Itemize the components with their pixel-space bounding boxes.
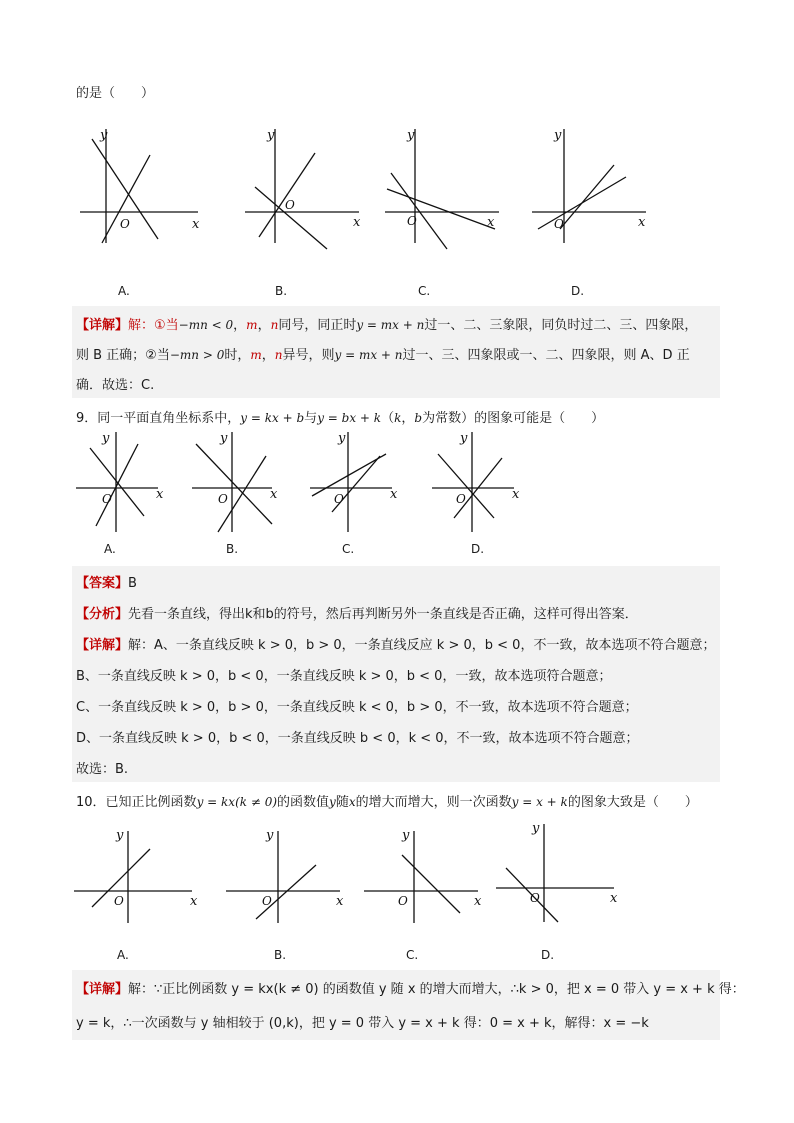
svg-text:O: O (398, 894, 408, 908)
svg-text:y: y (267, 128, 275, 143)
svg-text:x: x (156, 487, 164, 502)
svg-text:O: O (530, 891, 540, 905)
q8-option-a-label: A. (118, 284, 130, 298)
q8-option-c-label: C. (418, 284, 431, 298)
q9-graph-b (192, 428, 292, 533)
q8-graph-c (385, 125, 515, 255)
q9-option-d-label: D. (471, 542, 485, 556)
q9-answer: 【答案】B (76, 576, 137, 591)
svg-text:y: y (102, 431, 110, 446)
q9-stem: 9．同一平面直角坐标系中，y = kx + b与y = bx + k（k，b为常数）的图象可能是（ ） (76, 411, 605, 426)
q9-option-b-label: B. (226, 542, 239, 556)
svg-text:O: O (262, 894, 272, 908)
q10-graph-c (364, 825, 494, 925)
q8-detail-line-3: 确．故选：C. (76, 378, 155, 393)
q10-stem: 10．已知正比例函数y = kx(k ≠ 0)的函数值y随x的增大而增大，则一次函数y = x + k的图象大致是（ ） (76, 795, 698, 810)
q10-graph-d (496, 818, 626, 928)
q8-stem-tail: 的是（ ） (76, 86, 155, 101)
svg-text:y: y (220, 431, 228, 446)
svg-text:O: O (407, 214, 417, 228)
q9-option-a-label: A. (104, 542, 116, 556)
q9-detail-line-5: 故选：B. (76, 762, 129, 777)
svg-text:O: O (114, 894, 124, 908)
svg-text:y: y (116, 828, 124, 843)
q9-graph-c (310, 428, 410, 533)
q9-detail-line-2: B、一条直线反映 k > 0，b < 0，一条直线反映 k > 0，b < 0，一致，故本选项符合题意； (76, 669, 612, 684)
svg-text:x: x (512, 487, 520, 502)
q9-graph-d (432, 428, 532, 533)
q9-detail-line-4: D、一条直线反映 k > 0，b < 0，一条直线反映 b < 0，k < 0，不一致，故本选项不符合题意； (76, 731, 639, 746)
q8-option-b-label: B. (275, 284, 288, 298)
svg-text:y: y (554, 128, 562, 143)
svg-text:O: O (102, 492, 112, 506)
svg-text:O: O (218, 492, 228, 506)
q8-option-d-label: D. (571, 284, 585, 298)
svg-text:y: y (460, 431, 468, 446)
svg-text:x: x (610, 891, 618, 906)
svg-text:x: x (192, 217, 200, 232)
svg-text:O: O (334, 492, 344, 506)
q9-option-c-label: C. (342, 542, 355, 556)
svg-text:O: O (285, 198, 295, 212)
svg-text:O: O (120, 217, 130, 231)
svg-text:O: O (554, 217, 564, 231)
q10-option-a-label: A. (117, 948, 129, 962)
q8-detail-line-1: 【详解】解：①当−mn < 0，m，n同号，同正时y = mx + n过一、二、三象限，同负时过二、三、四象限， (76, 318, 698, 333)
svg-text:y: y (266, 828, 274, 843)
q8-detail-line-2: 则 B 正确；②当−mn > 0时，m，n异号，则y = mx + n过一、三、四象限或一、二、四象限，则 A、D 正 (76, 348, 690, 363)
q10-detail-line-2: y = k，∴一次函数与 y 轴相较于 (0,k)，把 y = 0 带入 y = x + k 得：0 = x + k，解得：x = −k (76, 1016, 649, 1031)
q9-graph-a (76, 428, 176, 533)
q10-graph-a (74, 825, 204, 925)
svg-text:y: y (407, 128, 415, 143)
svg-text:O: O (456, 492, 466, 506)
svg-text:x: x (190, 894, 198, 909)
svg-text:y: y (100, 128, 108, 143)
svg-text:x: x (487, 215, 495, 230)
q9-detail-line-3: C、一条直线反映 k > 0，b > 0，一条直线反映 k < 0，b > 0，不一致，故本选项不符合题意； (76, 700, 638, 715)
q8-graph-d (532, 125, 662, 255)
q10-graph-b (226, 825, 356, 925)
svg-text:x: x (638, 215, 646, 230)
q9-analysis: 【分析】先看一条直线，得出k和b的符号，然后再判断另外一条直线是否正确，这样可得出答案． (76, 607, 638, 622)
q10-option-c-label: C. (406, 948, 419, 962)
svg-text:y: y (338, 431, 346, 446)
q10-detail-line-1: 【详解】解：∵正比例函数 y = kx(k ≠ 0) 的函数值 y 随 x 的增大而增大，∴k > 0，把 x = 0 带入 y = x + k 得： (76, 982, 745, 997)
q8-graph-b (245, 125, 375, 255)
svg-text:x: x (390, 487, 398, 502)
svg-text:x: x (353, 215, 361, 230)
svg-text:x: x (270, 487, 278, 502)
svg-text:x: x (474, 894, 482, 909)
q9-detail-line-1: 【详解】解：A、一条直线反映 k > 0，b > 0，一条直线反应 k > 0，b < 0，不一致，故本选项不符合题意； (76, 638, 716, 653)
svg-text:x: x (336, 894, 344, 909)
svg-text:y: y (532, 821, 540, 836)
q8-graph-a (80, 125, 210, 255)
q10-option-b-label: B. (274, 948, 287, 962)
q10-option-d-label: D. (541, 948, 555, 962)
svg-text:y: y (402, 828, 410, 843)
